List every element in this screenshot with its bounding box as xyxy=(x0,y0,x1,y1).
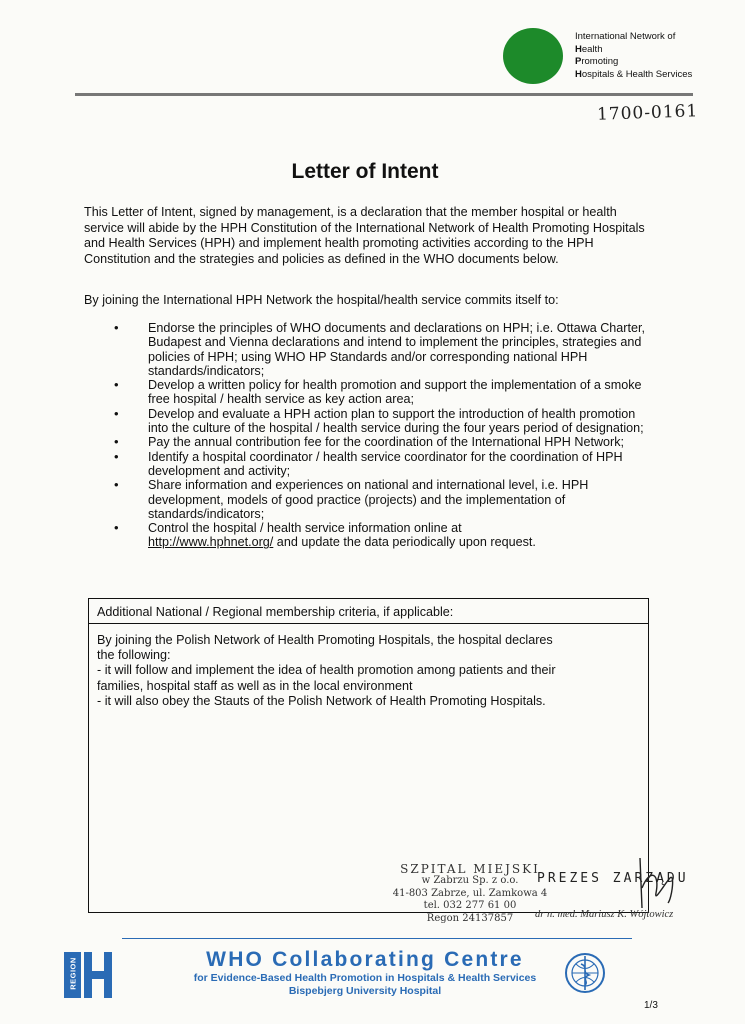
criteria-line: By joining the Polish Network of Health Promoting Hospitals, the hospital declares the following: xyxy=(97,633,553,663)
hphnet-link[interactable]: http://www.hphnet.org/ xyxy=(148,535,274,550)
hospital-stamp xyxy=(380,863,560,925)
handwritten-reference: 1700-0161 xyxy=(596,101,699,125)
region-label: REGION xyxy=(68,957,78,990)
bullet-icon: • xyxy=(114,377,119,393)
page-title: Letter of Intent xyxy=(291,160,439,183)
bullet-icon: • xyxy=(114,434,119,450)
list-item: • Endorse the principles of WHO documents and declarations on HPH; i.e. Ottawa Charter, Budapest and Vienna declarations and intend to implement the principles, strategies and policies of HPH; using WHO HP Standards and/or corresponding national HPH standards/indicators; xyxy=(114,320,645,378)
who-emblem-icon xyxy=(562,950,608,996)
bullet-icon: • xyxy=(114,520,119,536)
list-item: • Identify a hospital coordinator / health service coordinator for the coordination of HPH development and activity; xyxy=(114,448,623,478)
stamp-line: 41-803 Zabrze, ul. Zamkowa 4 xyxy=(392,887,548,899)
signature-icon xyxy=(620,848,690,918)
list-item: • Control the hospital / health service information online at http://www.hphnet.org/ and update the data periodically upon request. xyxy=(114,520,536,550)
stamp-line: Regon 24137857 xyxy=(426,912,514,924)
region-logo xyxy=(64,952,112,998)
bullet-icon: • xyxy=(114,448,119,464)
stamp-line: tel. 032 277 61 00 xyxy=(423,900,517,912)
signer-name: dr n. med. Mariusz K. Wójtowicz xyxy=(535,909,674,920)
criteria-line: - it will also obey the Stauts of the Polish Network of Health Promoting Hospitals. xyxy=(97,693,546,708)
list-item: • Develop a written policy for health promotion and support the implementation of a smoke free hospital / health service as key action area; xyxy=(114,377,642,407)
who-centre-subtitle: for Evidence-Based Health Promotion in Hospitals & Health Services xyxy=(193,972,537,984)
header-divider xyxy=(75,93,693,96)
who-centre-hospital: Bispebjerg University Hospital xyxy=(288,985,442,997)
bullet-icon: • xyxy=(114,320,119,335)
bullet-icon: • xyxy=(114,405,119,421)
criteria-divider xyxy=(89,623,648,624)
region-bar xyxy=(64,952,81,998)
network-line: International Network of xyxy=(575,31,676,42)
criteria-body xyxy=(97,633,567,709)
intro-paragraph: This Letter of Intent, signed by management, is a declaration that the member hospital or health service will abide by the HPH Constitution of the International Network of Health Promoting Hospitals and Health Services (HPH) and implement health promoting activities according to the HPH Constitution and the strategies and policies as defined in the WHO documents below. xyxy=(84,205,645,266)
who-centre-title: WHO Collaborating Centre xyxy=(206,948,524,971)
hph-logo xyxy=(503,28,563,84)
network-line: Promoting xyxy=(575,56,619,67)
network-line: Health xyxy=(575,43,603,55)
network-line: Hospitals & Health Services xyxy=(575,68,693,80)
region-h-icon xyxy=(84,952,112,998)
stamp-line: w Zabrzu Sp. z o.o. xyxy=(421,875,519,887)
criteria-title: Additional National / Regional membership criteria, if applicable: xyxy=(97,605,454,619)
network-name xyxy=(575,31,692,81)
commitments-list xyxy=(84,321,659,550)
footer-divider xyxy=(122,938,632,939)
list-item: • Develop and evaluate a HPH action plan to support the introduction of health promotion into the culture of the hospital / health service during the four years period of designation; xyxy=(114,405,644,436)
list-item: • Share information and experiences on national and international level, i.e. HPH development, models of good practice (projects) and the implementation of standards/indicators; xyxy=(114,477,589,521)
stamp-line: SZPITAL MIEJSKI xyxy=(400,862,540,876)
signer-title: PREZES ZARZĄDU xyxy=(537,871,689,886)
bullet-icon: • xyxy=(114,477,119,493)
page-number: 1/3 xyxy=(644,1000,658,1011)
criteria-line: - it will follow and implement the idea of health promotion among patients and their families, hospital staff as well as in the local environment xyxy=(97,663,556,693)
commitments-intro: By joining the International HPH Network the hospital/health service commits itself to: xyxy=(84,293,559,307)
list-item: • Pay the annual contribution fee for the coordination of the International HPH Network; xyxy=(114,434,625,450)
